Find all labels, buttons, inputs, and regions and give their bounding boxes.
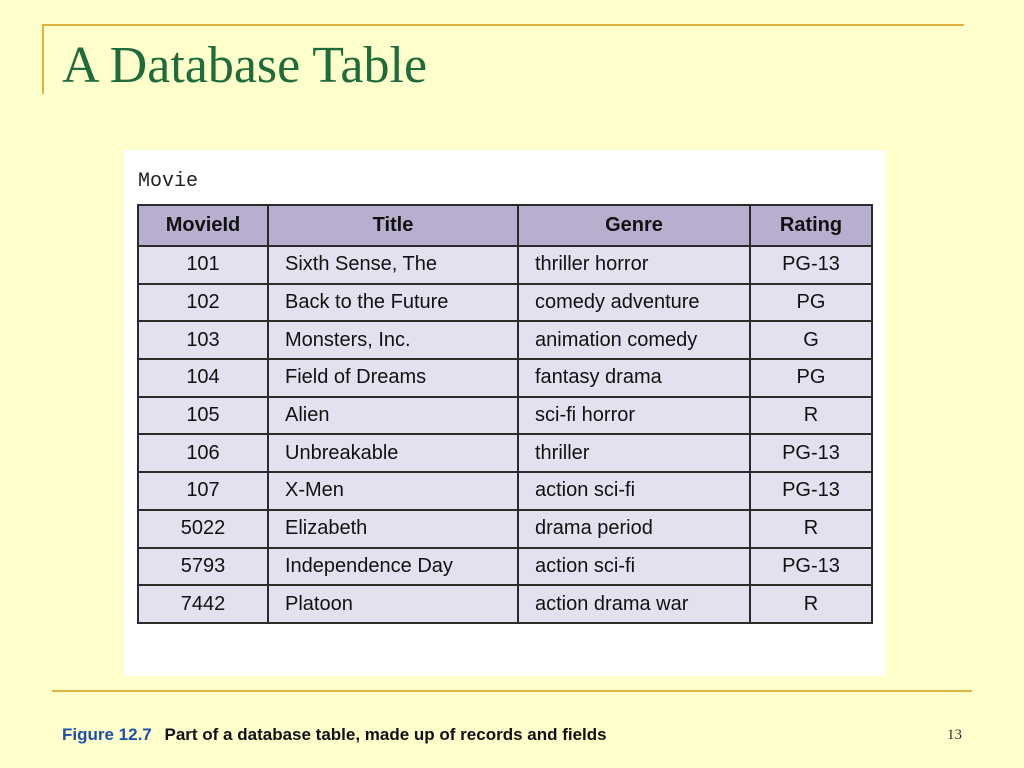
cell-movieid: 5793 <box>138 548 268 586</box>
cell-rating: PG-13 <box>750 548 872 586</box>
table-body <box>138 246 872 623</box>
cell-rating: R <box>750 397 872 435</box>
table-header-row <box>138 205 872 246</box>
cell-genre: comedy adventure <box>518 284 750 322</box>
cell-movieid: 107 <box>138 472 268 510</box>
cell-title: X-Men <box>268 472 518 510</box>
cell-genre: thriller <box>518 434 750 472</box>
header-title: Title <box>268 205 518 246</box>
table-row <box>138 472 872 510</box>
table-row <box>138 397 872 435</box>
cell-movieid: 104 <box>138 359 268 397</box>
cell-rating: R <box>750 585 872 623</box>
cell-genre: fantasy drama <box>518 359 750 397</box>
table-row <box>138 510 872 548</box>
cell-genre: thriller horror <box>518 246 750 284</box>
cell-genre: action drama war <box>518 585 750 623</box>
cell-genre: sci-fi horror <box>518 397 750 435</box>
cell-genre: animation comedy <box>518 321 750 359</box>
caption-label: Figure 12.7 <box>62 725 152 744</box>
cell-movieid: 106 <box>138 434 268 472</box>
cell-rating: PG-13 <box>750 246 872 284</box>
table-row <box>138 284 872 322</box>
cell-rating: PG <box>750 284 872 322</box>
table-row <box>138 548 872 586</box>
cell-movieid: 7442 <box>138 585 268 623</box>
table-row <box>138 359 872 397</box>
cell-rating: PG-13 <box>750 472 872 510</box>
table-row <box>138 246 872 284</box>
cell-genre: drama period <box>518 510 750 548</box>
cell-title: Alien <box>268 397 518 435</box>
header-genre: Genre <box>518 205 750 246</box>
slide-title: A Database Table <box>62 37 428 94</box>
header-rating: Rating <box>750 205 872 246</box>
figure-panel <box>124 150 886 676</box>
left-accent-bar <box>42 24 44 94</box>
table-name: Movie <box>138 170 199 193</box>
cell-rating: R <box>750 510 872 548</box>
page-number: 13 <box>947 727 962 743</box>
header-movieid: MovieId <box>138 205 268 246</box>
cell-movieid: 101 <box>138 246 268 284</box>
cell-title: Monsters, Inc. <box>268 321 518 359</box>
cell-genre: action sci-fi <box>518 548 750 586</box>
cell-title: Platoon <box>268 585 518 623</box>
database-table <box>137 204 873 624</box>
table-row <box>138 585 872 623</box>
cell-movieid: 102 <box>138 284 268 322</box>
bottom-rule <box>52 690 972 692</box>
table-row <box>138 321 872 359</box>
top-rule <box>42 24 964 26</box>
cell-rating: G <box>750 321 872 359</box>
cell-movieid: 103 <box>138 321 268 359</box>
cell-rating: PG <box>750 359 872 397</box>
cell-movieid: 5022 <box>138 510 268 548</box>
cell-title: Independence Day <box>268 548 518 586</box>
caption-text: Part of a database table, made up of records and fields <box>164 725 607 744</box>
cell-rating: PG-13 <box>750 434 872 472</box>
table-row <box>138 434 872 472</box>
cell-title: Unbreakable <box>268 434 518 472</box>
figure-caption <box>62 725 607 745</box>
cell-movieid: 105 <box>138 397 268 435</box>
cell-genre: action sci-fi <box>518 472 750 510</box>
cell-title: Field of Dreams <box>268 359 518 397</box>
cell-title: Back to the Future <box>268 284 518 322</box>
cell-title: Sixth Sense, The <box>268 246 518 284</box>
cell-title: Elizabeth <box>268 510 518 548</box>
